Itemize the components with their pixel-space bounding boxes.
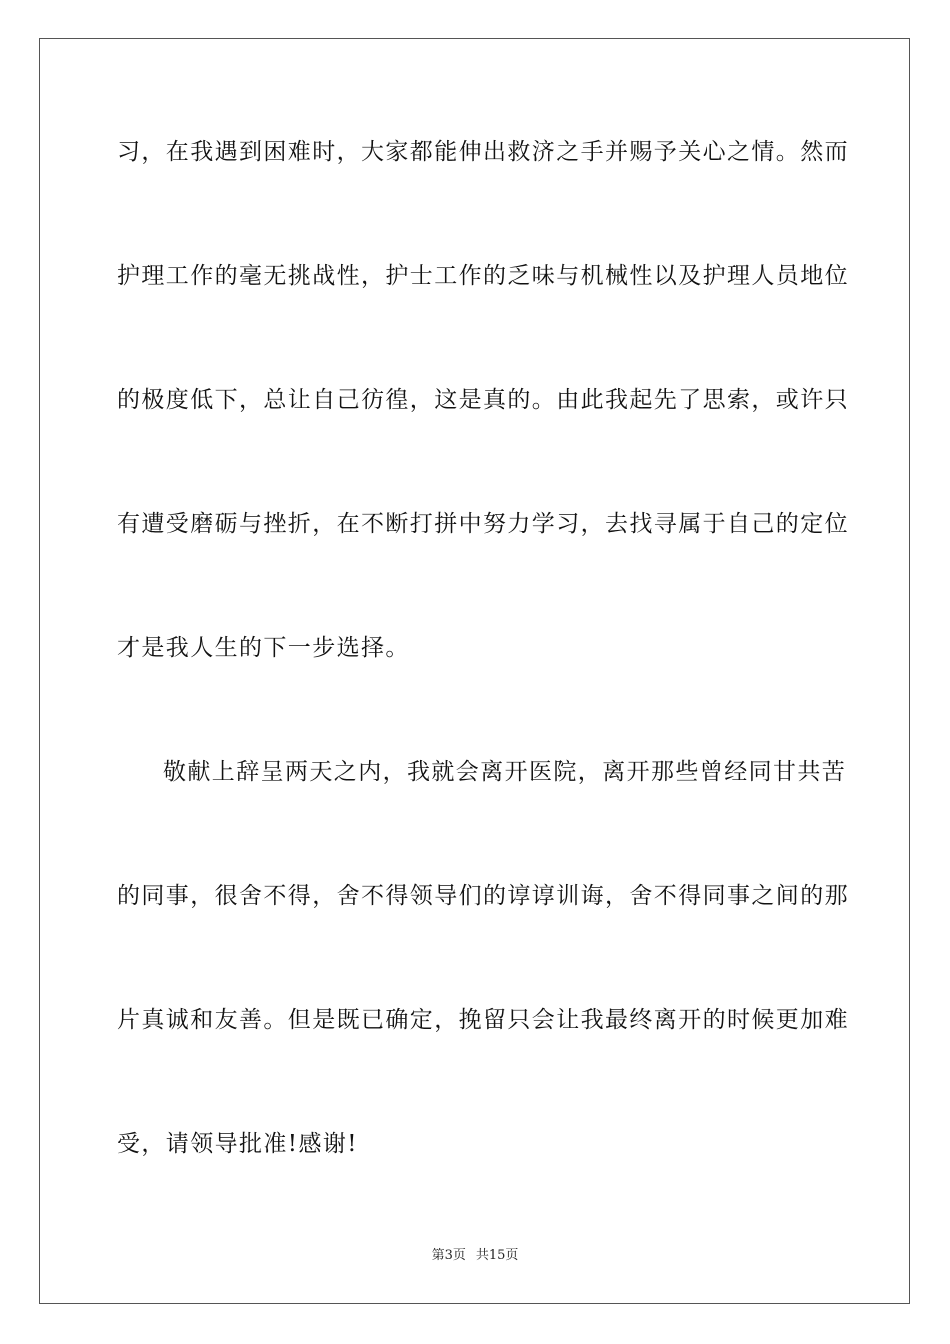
page-footer: [0, 1247, 950, 1265]
text-line: 受，请领导批准!感谢!: [117, 1131, 358, 1157]
text-line: 有遭受磨砺与挫折，在不断打拼中努力学习，去找寻属于自己的定位: [117, 511, 849, 537]
page-total: 共15页: [475, 1248, 519, 1263]
text-line: 的极度低下，总让自己彷徨，这是真的。由此我起先了思索，或许只: [117, 387, 849, 413]
text-line: 习，在我遇到困难时，大家都能伸出救济之手并赐予关心之情。然而: [117, 139, 849, 165]
page-border: [39, 38, 910, 1304]
text-line: 的同事，很舍不得，舍不得领导们的谆谆训诲，舍不得同事之间的那: [117, 883, 849, 909]
text-line: 才是我人生的下一步选择。: [117, 635, 410, 661]
paragraph-first-line: 敬献上辞呈两天之内，我就会离开医院，离开那些曾经同甘共苦: [163, 759, 847, 785]
text-line: 护理工作的毫无挑战性，护士工作的乏味与机械性以及护理人员地位: [117, 263, 849, 289]
text-line: 片真诚和友善。但是既已确定，挽留只会让我最终离开的时候更加难: [117, 1007, 849, 1033]
page-number: 第3页: [431, 1248, 466, 1263]
